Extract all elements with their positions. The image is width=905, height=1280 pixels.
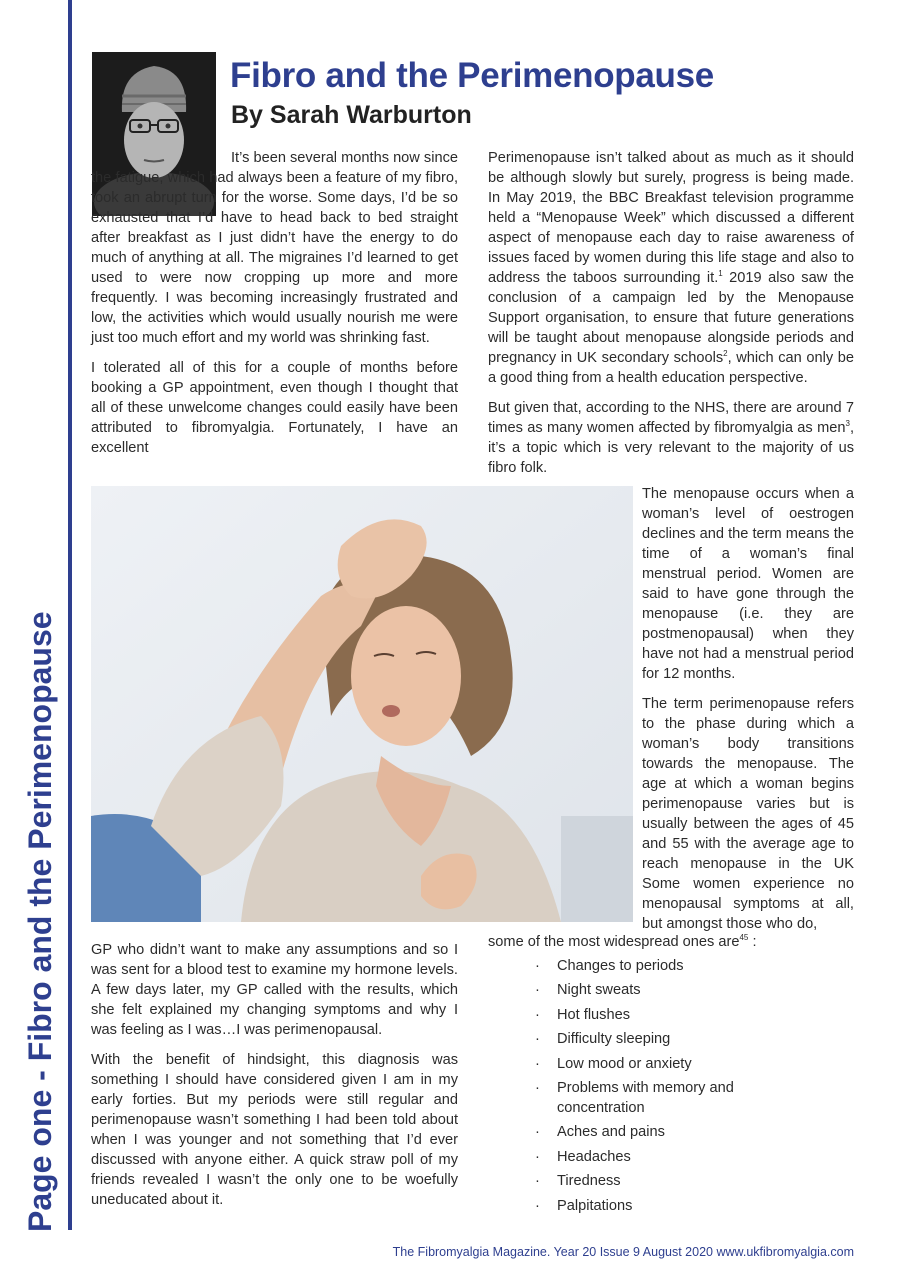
column-2-beside-photo: [642, 484, 854, 934]
footnote-ref: 45: [739, 933, 749, 943]
page-footer: The Fibromyalgia Magazine. Year 20 Issue 9 August 2020 www.ukfibromyalgia.com: [392, 1245, 854, 1259]
list-item: · Difficulty sleeping: [535, 1029, 795, 1049]
list-item: · Headaches: [535, 1147, 795, 1167]
hot-flush-photo: [91, 486, 633, 922]
article-byline: By Sarah Warburton: [231, 101, 472, 129]
paragraph: The menopause occurs when a woman’s level of oestrogen declines and the term means the time of a woman’s final menstrual period. Women are said to have gone through the menopause (i.e. they are postmenopausal) when they have not had a menstrual period for 12 months.: [642, 486, 854, 682]
column-2-continued: [488, 932, 854, 952]
paragraph: Perimenopause isn’t talked about as much as it should be although slowly but surely, progress is being made. In May 2019, the BBC Breakfast television programme held a “Menopause Week” which discussed a different aspect of menopause each day to raise awareness of issues faced by women during this life stage and also to address the taboos surrounding it.$^1$ 2019 also saw the conclusion of a campaign led by the Menopause Support organisation, to ensure that future generations will be taught about menopause alongside periods and pregnancy in UK secondary schools$^2$, which can only be a good thing from a health education perspective.: [488, 150, 855, 386]
list-item: · Problems with memory and concentration: [535, 1078, 795, 1118]
list-item: · Palpitations: [535, 1196, 795, 1216]
paragraph: It’s been several months now since the fatigue, which had always been a feature of my fibro, took an abrupt turn for the worse. Some days, I’d be so exhausted that I’d have to head back to bed straight after breakfast as I just didn’t have the energy to do much of anything at all. The migraines I’d learned to get used to were now cropping up more and more frequently. I was becoming increasingly frustrated and low, the activities which would usually nourish me were just too much effort and my world was shrinking fast.: [91, 150, 458, 346]
list-item: · Low mood or anxiety: [535, 1054, 795, 1074]
list-item: · Night sweats: [535, 980, 795, 1000]
article-title: Fibro and the Perimenopause: [230, 56, 714, 95]
column-2-top: [488, 148, 854, 478]
paragraph: The term perimenopause refers to the phase during which a woman’s body transitions towards the menopause. The age at which a woman begins perimenopause varies but is usually between the ages of 45 and 55 with the average age to reach menopause in the UK Some women experience no menopausal symptoms at all, but amongst those who do,: [642, 696, 854, 932]
sidebar-page-label: Page one - Fibro and the Perimenopause: [22, 611, 58, 1232]
paragraph: some of the most widespread ones are$^{45}$ :: [488, 933, 757, 950]
list-item: · Tiredness: [535, 1171, 795, 1191]
list-item: · Aches and pains: [535, 1122, 795, 1142]
list-item: · Changes to periods: [535, 956, 795, 976]
symptoms-list: [535, 956, 795, 1220]
footnote-ref: 3: [845, 419, 850, 429]
sidebar-rule: [68, 0, 72, 1230]
paragraph: But given that, according to the NHS, there are around 7 times as many women affected by fibromyalgia as men$^3$, it’s a topic which is very relevant to the majority of us fibro folk.: [488, 400, 854, 476]
footnote-ref: 1: [718, 269, 723, 279]
column-1-top: [91, 148, 458, 458]
column-1-bottom: [91, 940, 458, 1210]
list-item: · Hot flushes: [535, 1005, 795, 1025]
paragraph: I tolerated all of this for a couple of months before booking a GP appointment, even though I thought that all of these unwelcome changes could easily have been attributed to fibromyalgia. Fortunately, I have an excellent: [91, 360, 458, 456]
paragraph: GP who didn’t want to make any assumptions and so I was sent for a blood test to examine my hormone levels. A few days later, my GP called with the results, which she felt explained my changing symptoms and why I was feeling as I was…I was perimenopausal.: [91, 942, 458, 1038]
footnote-ref: 2: [723, 349, 728, 359]
paragraph: With the benefit of hindsight, this diagnosis was something I should have considered given I am in my early forties. But my periods were still regular and perimenopause wasn’t something I had been told about when I was younger and not something that I’d ever discussed with anyone either. A quick straw poll of my friends revealed I wasn’t the only one to be woefully uneducated about it.: [91, 1052, 458, 1208]
